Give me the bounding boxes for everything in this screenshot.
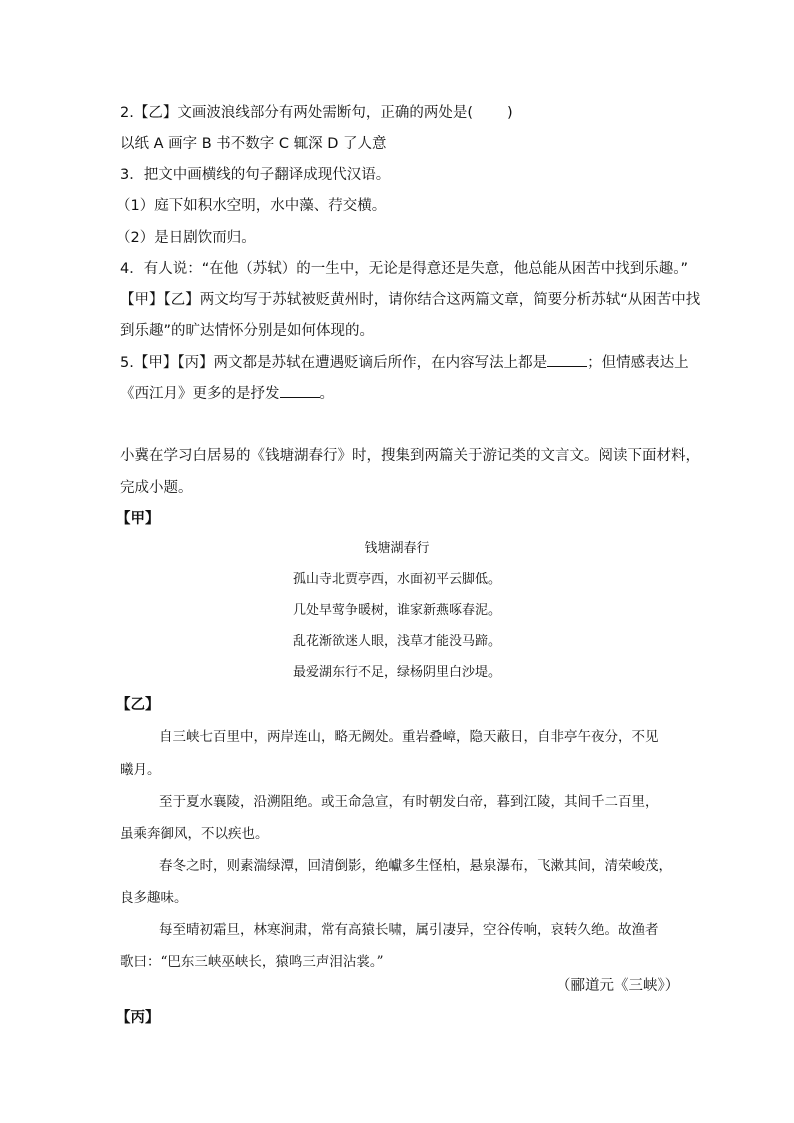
passage-line: 自三峡七百里中，两岸连山，略无阙处。重岩叠嶂，隐天蔽日，自非亭午夜分，不见 — [159, 729, 659, 745]
question-3-item-2: （2）是日剧饮而归。 — [116, 230, 256, 246]
question-5-line-2 — [120, 383, 334, 404]
poem-line: 乱花渐欲迷人眼，浅草才能没马蹄。 — [292, 634, 501, 649]
question-4-line-2: 【甲】【乙】两文均写于苏轼被贬黄州时，请你结合这两篇文章，简要分析苏轼“从困苦中找 — [120, 292, 701, 308]
passage-line: 至于夏水襄陵，沿溯阻绝。或王命急宣，有时朝发白帝，暮到江陵，其间千二百里， — [159, 794, 659, 810]
passage-line: 每至晴初霜旦，林寒涧肃，常有高猿长啸，属引凄异，空谷传响，哀转久绝。故渔者 — [159, 922, 659, 938]
intro-line-1: 小冀在学习白居易的《钱塘湖春行》时，搜集到两篇关于游记类的文言文。阅读下面材料， — [120, 448, 700, 464]
passage-line: 良多趣味。 — [120, 890, 188, 906]
passage-line: 虽乘奔御风，不以疾也。 — [120, 826, 269, 842]
poem-line: 孤山寺北贾亭西，水面初平云脚低。 — [292, 572, 501, 587]
intro-line-2: 完成小题。 — [120, 480, 193, 496]
passage-line: 春冬之时，则素湍绿潭，回清倒影，绝巘多生怪柏，悬泉瀑布，飞漱其间，清荣峻茂， — [159, 858, 672, 874]
question-5-text-c: 《西江月》更多的是抒发 — [120, 386, 280, 402]
question-4-line-3: 到乐趣”的旷达情怀分别是如何体现的。 — [120, 323, 375, 339]
question-2-options: 以纸 A 画字 B 书不数字 C 辄深 D 了人意 — [120, 136, 387, 152]
question-3: 3．把文中画横线的句子翻译成现代汉语。 — [120, 167, 391, 183]
question-5-text-a: 5.【甲】【丙】两文都是苏轼在遭遇贬谪后所作，在内容写法上都是 — [120, 355, 548, 371]
answer-blank-2[interactable] — [280, 383, 320, 398]
poem-line: 几处早莺争暖树，谁家新燕啄春泥。 — [292, 603, 501, 618]
poem-line: 最爱湖东行不足，绿杨阴里白沙堤。 — [292, 665, 501, 680]
question-3-item-1: （1）庭下如积水空明，水中藻、荇交横。 — [116, 198, 387, 214]
question-2-paren: ) — [507, 105, 513, 121]
question-5-line-1 — [120, 352, 689, 373]
section-jia-label: 【甲】 — [116, 511, 160, 527]
question-4-line-1: 4．有人说：“在他（苏轼）的一生中，无论是得意还是失意，他总能从困苦中找到乐趣。” — [120, 261, 688, 277]
question-5-text-d: 。 — [319, 386, 334, 402]
question-2 — [120, 103, 513, 123]
poem-title: 钱塘湖春行 — [364, 541, 430, 556]
question-5-text-b: ；但情感表达上 — [587, 355, 689, 371]
passage-line: 曦月。 — [120, 762, 161, 778]
passage-source: （郦道元《三峡》） — [556, 978, 680, 994]
passage-line: 歌曰：“巴东三峡巫峡长，猿鸣三声泪沾裳。” — [120, 954, 384, 970]
question-2-text: 2.【乙】文画波浪线部分有两处需断句，正确的两处是( — [120, 105, 473, 121]
answer-blank-1[interactable] — [547, 352, 587, 367]
section-yi-label: 【乙】 — [116, 697, 160, 713]
section-bing-label: 【丙】 — [116, 1010, 160, 1026]
